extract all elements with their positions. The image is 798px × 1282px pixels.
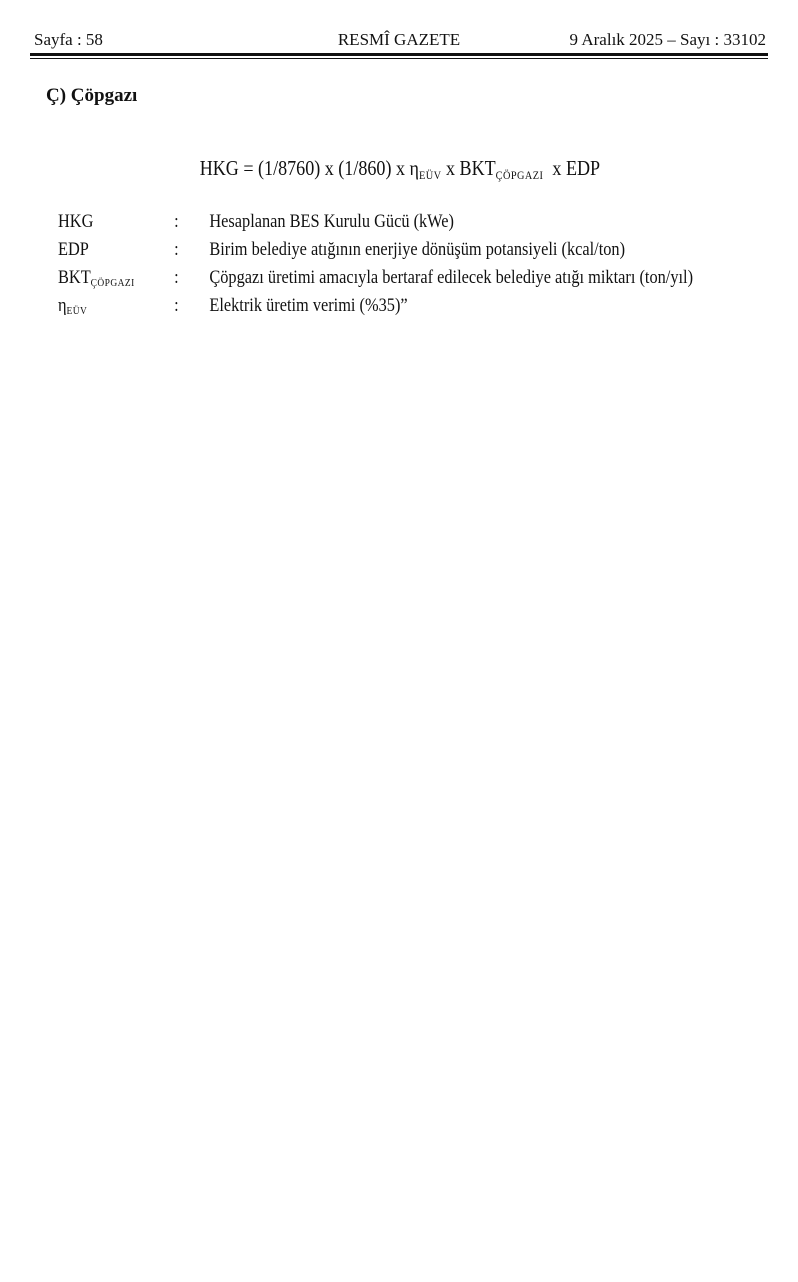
definitions-list: [58, 208, 746, 320]
definition-row: [58, 264, 746, 292]
definition-row: [58, 208, 746, 236]
definition-colon: :: [174, 239, 179, 260]
term-symbol: η: [58, 295, 67, 316]
definition-text: Birim belediye atığının enerjiye dönüşüm potansiyeli (kcal/ton): [209, 239, 626, 260]
issue-date-number: 9 Aralık 2025 – Sayı : 33102: [569, 30, 766, 49]
section-heading: Ç) Çöpgazı: [46, 85, 138, 106]
definition-text: Hesaplanan BES Kurulu Gücü (kWe): [209, 211, 454, 232]
definition-colon: :: [174, 295, 179, 316]
formula-mid: x BKT: [441, 156, 496, 180]
definition-row: [58, 292, 746, 320]
definition-colon: :: [174, 267, 179, 288]
term-symbol: HKG: [58, 211, 94, 232]
header-rule-thin: [30, 58, 768, 59]
page-header: [30, 27, 768, 53]
term-symbol: EDP: [58, 239, 89, 260]
formula-eta-subscript: EÜV: [418, 168, 442, 182]
definition-colon: :: [174, 211, 179, 232]
term-symbol: BKT: [58, 267, 91, 288]
formula-rhs: x EDP: [543, 156, 601, 180]
formula-bkt-subscript: ÇÖPGAZI: [495, 168, 544, 182]
page-number: Sayfa : 58: [34, 30, 103, 49]
header-rule-thick: [30, 53, 768, 56]
publication-name: RESMÎ GAZETE: [337, 30, 461, 49]
definition-text: Elektrik üretim verimi (%35)”: [209, 295, 408, 316]
term-subscript: ÇÖPGAZI: [90, 277, 135, 289]
term-subscript: EÜV: [66, 305, 88, 317]
definition-term: [58, 292, 87, 325]
hkg-formula: [0, 153, 798, 190]
definition-row: [58, 236, 746, 264]
definition-text: Çöpgazı üretimi amacıyla bertaraf edilecek belediye atığı miktarı (ton/yıl): [209, 267, 694, 288]
formula-lhs: HKG = (1/8760) x (1/860) x η: [199, 156, 419, 180]
